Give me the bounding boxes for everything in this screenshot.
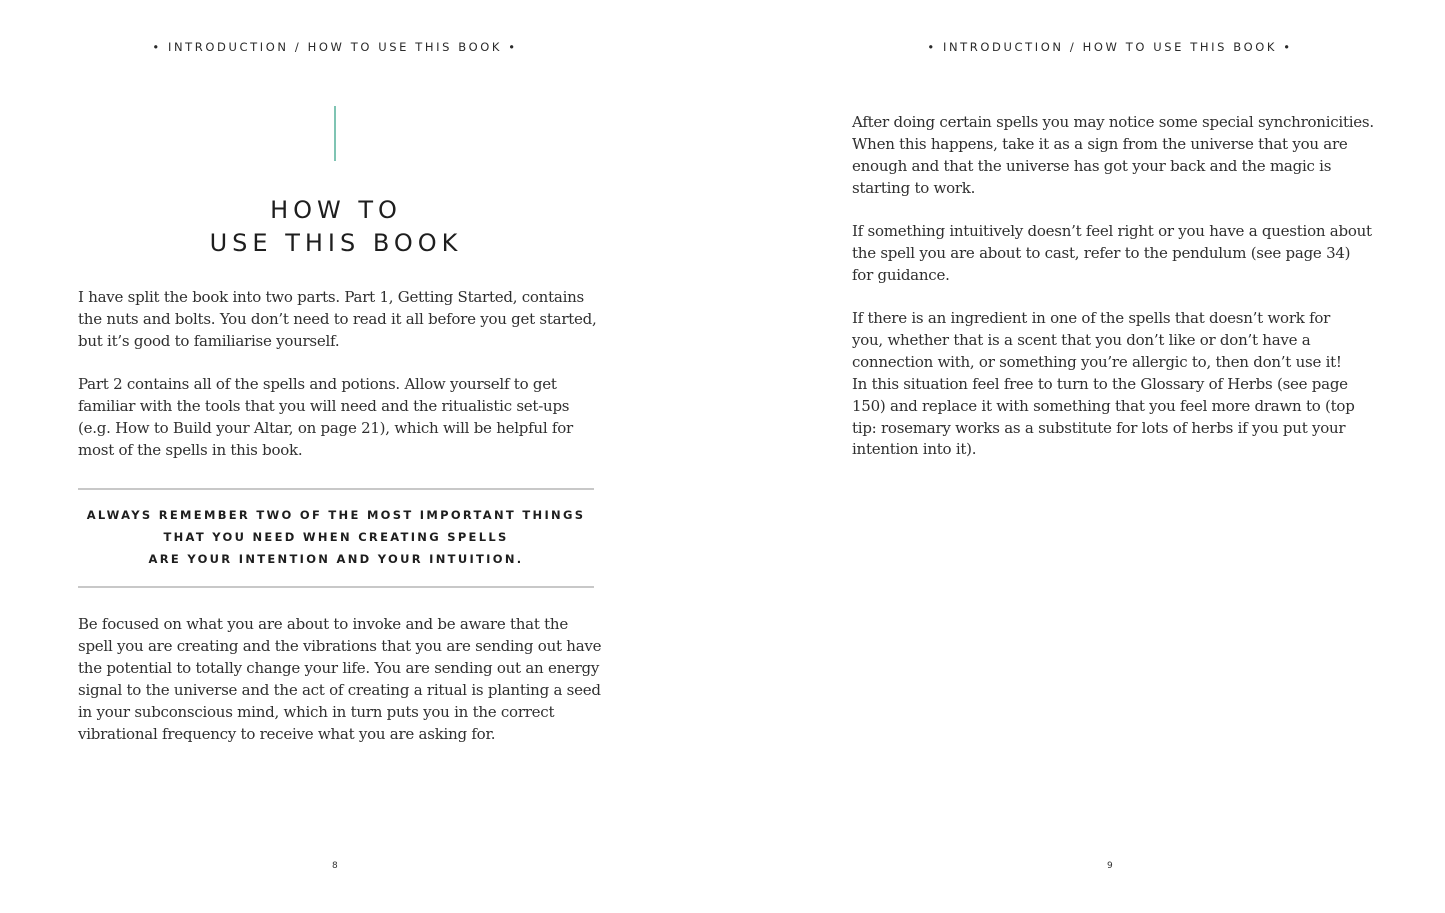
text-line: enough and that the universe has got your back and the magic is — [852, 156, 1332, 175]
text-line: (e.g. How to Build your Altar, on page 21), which will be helpful for — [78, 418, 573, 437]
pull-quote-line: ALWAYS REMEMBER TWO OF THE MOST IMPORTANT THINGS — [86, 508, 586, 523]
running-head: • INTRODUCTION / HOW TO USE THIS BOOK • — [152, 40, 518, 54]
text-line: 150) and replace it with something that you feel more drawn to (top — [852, 396, 1355, 415]
text-line: the spell you are about to cast, refer to the pendulum (see page 34) — [852, 243, 1351, 262]
paragraph-intro — [78, 287, 608, 353]
paragraph-ingredients — [852, 308, 1392, 461]
text-line: most of the spells in this book. — [78, 440, 303, 459]
paragraph-intuition — [852, 221, 1392, 287]
text-line: After doing certain spells you may notice some special synchronicities. — [852, 113, 1374, 131]
page-number: 9 — [1107, 861, 1113, 871]
accent-rule — [334, 106, 336, 161]
text-line: In this situation feel free to turn to the Glossary of Herbs (see page — [852, 374, 1348, 393]
text-line: starting to work. — [852, 178, 976, 197]
pull-quote — [78, 488, 594, 588]
text-line: If something intuitively doesn’t feel right or you have a question about — [852, 222, 1372, 240]
text-line: familiar with the tools that you will need and the ritualistic set-ups — [78, 396, 570, 415]
paragraph-part2 — [78, 374, 608, 462]
text-line: Part 2 contains all of the spells and potions. Allow yourself to get — [78, 375, 557, 393]
paragraph-synchronicities — [852, 112, 1392, 200]
right-page — [722, 0, 1444, 913]
paragraph-focus — [78, 614, 608, 745]
text-line: If there is an ingredient in one of the spells that doesn’t work for — [852, 309, 1331, 327]
text-line: When this happens, take it as a sign from the universe that you are — [852, 134, 1348, 153]
text-line: intention into it). — [852, 440, 977, 459]
text-line: Be focused on what you are about to invoke and be aware that the — [78, 615, 568, 633]
text-line: but it’s good to familiarise yourself. — [78, 331, 340, 350]
running-head: • INTRODUCTION / HOW TO USE THIS BOOK • — [927, 40, 1293, 54]
chapter-title — [78, 194, 594, 260]
text-line: signal to the universe and the act of creating a ritual is planting a seed — [78, 680, 601, 699]
title-line: USE THIS BOOK — [209, 229, 463, 258]
text-line: connection with, or something you’re allergic to, then don’t use it! — [852, 352, 1342, 371]
left-page — [0, 0, 722, 913]
title-line: HOW TO — [270, 196, 402, 225]
text-line: in your subconscious mind, which in turn puts you in the correct — [78, 702, 555, 721]
page-number: 8 — [332, 861, 338, 871]
text-line: for guidance. — [852, 265, 950, 284]
text-line: I have split the book into two parts. Part 1, Getting Started, contains — [78, 288, 584, 306]
text-line: the nuts and bolts. You don’t need to read it all before you get started, — [78, 309, 597, 328]
pull-quote-line: THAT YOU NEED WHEN CREATING SPELLS — [163, 530, 509, 545]
text-line: tip: rosemary works as a substitute for lots of herbs if you put your — [852, 418, 1346, 437]
text-line: the potential to totally change your life. You are sending out an energy — [78, 658, 600, 677]
text-line: spell you are creating and the vibrations that you are sending out have — [78, 636, 602, 655]
pull-quote-line: ARE YOUR INTENTION AND YOUR INTUITION. — [148, 551, 524, 566]
text-line: you, whether that is a scent that you don’t like or don’t have a — [852, 330, 1311, 349]
text-line: vibrational frequency to receive what you are asking for. — [78, 724, 496, 743]
